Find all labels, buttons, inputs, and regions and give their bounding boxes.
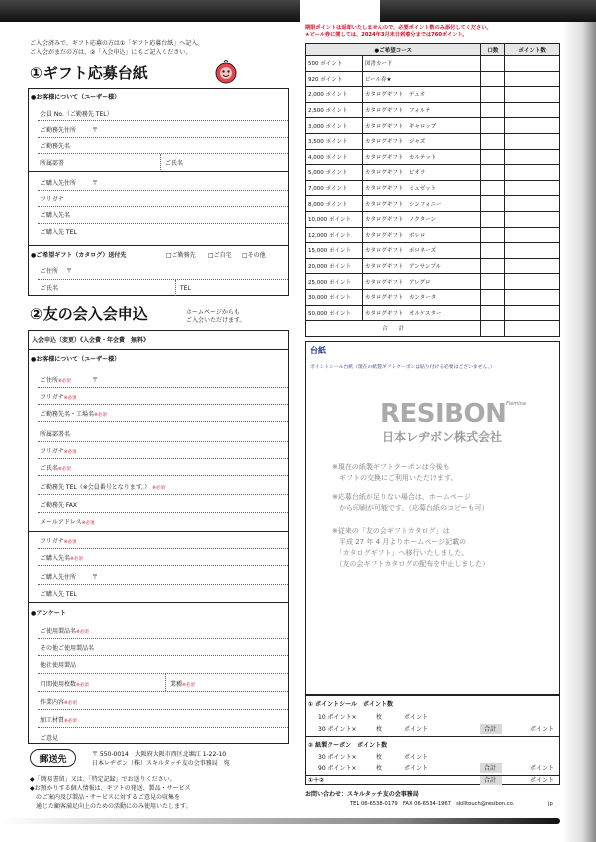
top-banner-left [0,0,300,22]
col-course: ●ご希望コース [306,44,481,56]
coupon-total-label: 合計 [484,765,497,772]
department-label-2[interactable]: 所属部署名 [40,431,71,438]
gift-course-table [305,43,560,337]
section2-note-2: ご入会いただけます。 [186,317,246,324]
side-gradient-bar [562,22,596,842]
survey-heading: ●アンケート [31,610,66,617]
table-row: 25,000 ポイント カタログギフト アレグロ [306,274,560,290]
postal-mark-3: 〒 [66,268,73,275]
table-row: 2,000 ポイント カタログギフト デュオ [306,87,560,103]
company-name: 日本レヂボン株式会社 [382,430,503,444]
ship-heading: ●ご希望ギフト（カタログ）送付先 [31,252,127,259]
work-content-label[interactable]: 作業内容※必須 [40,699,77,706]
mailing-note-4: 通じた顧客満足向上のための活動にのみ使用いたします。 [30,803,192,810]
mascot-icon [212,58,240,86]
resibon-logo: RESIBON [380,399,507,429]
postal-mark-4: 〒 [92,377,99,384]
table-row: 2,500 ポイント カタログギフト フォルテ [306,102,560,118]
section2-title: ②友の会入会申込 [30,305,148,323]
coupon-30-mai: 枚 [376,754,383,761]
col-points: ポイント数 [505,44,560,56]
notice-line-2: ★ビール券に関しては、2024年3月末日到着分までは760ポイント。 [305,32,468,38]
buyer-name-label-1[interactable]: ご購入先名 [40,212,71,219]
buyer-name-label-2[interactable]: ご購入先名※必須 [40,555,83,562]
products-label[interactable]: ご使用製品名※必須 [40,628,89,635]
coupon-90-mai: 枚 [376,765,383,772]
seal-30-mai: 枚 [376,726,383,733]
mount-msg-1b: ギフトの交換にご利用いただけます。 [332,474,458,482]
buyer-tel-label-2[interactable]: ご購入先 TEL [40,591,77,598]
seal-total-point[interactable]: ポイント [530,726,555,733]
department-label[interactable]: 所属部署 [40,160,65,167]
table-row: 30,000 ポイント カタログギフト カンタータ [306,289,560,305]
membership-sub-heading: 入会申込（変更）《入会費・年会費 無料》 [32,337,150,344]
section1-title: ①ギフト応募台紙 [30,64,148,82]
competitor-label[interactable]: 他社使用製品 [40,662,77,669]
seal-30-label: 30 ポイント× [318,726,357,733]
table-row: 8,000 ポイント カタログギフト シンフォニー [306,196,560,212]
mount-msg-3d: （友の会ギフトカタログの配布を中止しました） [332,560,490,568]
top-banner-right [380,0,596,22]
table-row: 4,000 ポイント カタログギフト カルテット [306,149,560,165]
mailing-note-1: ◆「簡易書留」又は、「特定記録」でお送りください。 [30,776,176,783]
buyer-address-label[interactable]: ご購入先住所 [40,180,77,187]
mailing-address-2: 日本レヂボン（株）スキルタッチ友の会事務局 宛 [92,760,230,767]
opinion-label[interactable]: ご意見 [40,735,59,742]
monthly-usage-label[interactable]: 月間使用枚数※必須 [40,681,89,688]
mount-msg-3a: ※従来の「友の会ギフトカタログ」は [332,527,450,535]
table-total-row [306,321,560,337]
section2-note-1: ホームページからも [186,309,240,316]
contact-label: お問い合わせ：スキルタッチ友の会事務局 [305,791,419,798]
intro-line-1: ご入会済みで、ギフト応募の方は①「ギフト応募台紙」へ記入。 [30,40,204,47]
ship-option-home[interactable]: □ご自宅 [208,252,232,259]
table-header-row [306,44,560,56]
email-label[interactable]: メールアドレス※必須 [40,519,95,526]
furigana-label-4[interactable]: フリガナ※必須 [40,538,77,545]
mount-title: 台紙 [310,346,326,355]
seal-10-label: 10 ポイント× [318,714,357,721]
mount-msg-1a: ※現在の紙製ギフトクーポンは今後も [332,463,450,471]
ship-option-work[interactable]: □ご勤務先 [166,252,196,259]
buyer-tel-label-1[interactable]: ご購入先 TEL [40,229,77,236]
sum-total-point[interactable]: ポイント [530,777,555,784]
col-count: 口数 [481,44,505,56]
table-row: 920 ポイント ビール券★ [306,71,560,87]
seal-heading: ① ポイントシール ポイント数 [308,701,394,708]
material-label[interactable]: 加工材質※必須 [40,717,77,724]
contact-line: TEL 06-6538-0179 FAX 06-6534-1967 skilltouch@resibon.co. [350,801,515,807]
table-row: 7,000 ポイント カタログギフト ミュゼット [306,180,560,196]
mailing-note-3: のご案内及び製品・サービスに対するご意見の収集を [30,794,181,801]
coupon-90-point: ポイント [404,765,429,772]
table-row: 5,000 ポイント カタログギフト ビオラ [306,165,560,181]
workplace-address-label[interactable]: ご勤務先住所 [40,127,77,134]
customer-heading-1: ●お客様について（ユーザー様） [31,94,121,101]
work-factory-label[interactable]: ご勤務先名・工場名※必須 [40,411,107,418]
furigana-label-3[interactable]: フリガナ※必須 [40,448,77,455]
address-label-2[interactable]: ご住所※必須 [40,377,71,384]
resibon-logo-sub: Flemina [506,401,526,407]
buyer-address-label-2[interactable]: ご購入先住所 [40,574,77,581]
table-row: 10,000 ポイント カタログギフト ノクターン [306,211,560,227]
furigana-label-2[interactable]: フリガナ※必須 [40,394,77,401]
coupon-90-label: 90 ポイント× [318,765,357,772]
ship-name-label[interactable]: ご氏名 [40,285,59,292]
mount-msg-3b: 平成 27 年 4 月よりホームページ記載の [332,538,467,546]
ship-option-other[interactable]: □その他 [242,252,266,259]
contact-jp: jp [548,801,553,807]
intro-line-2: ご入会がまだの方は、②「入会申込」にもご記入ください。 [30,49,192,56]
mailing-address-1: 〒 550-0014 大阪府大阪市西区北堀江 1-22-10 [92,751,227,758]
coupon-30-label: 30 ポイント× [318,754,357,761]
seal-30-point: ポイント [404,726,429,733]
name-label-2[interactable]: ご氏名※必須 [40,465,71,472]
ship-address-label[interactable]: ご住所 [40,268,59,275]
coupon-heading: ② 紙製クーポン ポイント数 [308,742,388,749]
table-row: 500 ポイント 図書カード [306,56,560,72]
member-no-label[interactable]: 会員 No.（ご勤務先 TEL） [40,111,113,118]
mailing-badge [30,749,76,767]
seal-mount-box [305,341,560,695]
seal-total-label: 合計 [484,726,497,733]
mailing-badge-text: 郵送先 [39,754,67,765]
other-products-label[interactable]: その他ご使用製品名 [40,645,95,652]
bottom-swoosh [0,818,560,824]
mount-note: ポイントシール台紙（現在の紙製ギフトクーポンは貼り付ける必要はございません。） [310,365,495,370]
postal-mark-1: 〒 [92,127,99,134]
table-row: 12,000 ポイント カタログギフト ボレロ [306,227,560,243]
postal-mark-5: 〒 [92,574,99,581]
work-fax-label[interactable]: ご勤務先 FAX [40,502,78,509]
ship-tel-label[interactable]: TEL [180,285,191,292]
postal-mark-2: 〒 [92,180,99,187]
industry-label[interactable]: 業種※必須 [170,681,195,688]
sum-heading: ①＋② [308,777,325,784]
mount-msg-2a: ※応募台紙が足りない場合は、ホームページ [332,493,471,501]
table-row: 20,000 ポイント カタログギフト アンサンブル [306,258,560,274]
mailing-note-2: ◆お預かりする個人情報は、ギフトの発送、製品・サービス [30,785,191,792]
table-row: 3,000 ポイント カタログギフト ギャロップ [306,118,560,134]
total-label: 合 計 [306,321,481,337]
customer-heading-2: ●お客様について（ユーザー様） [31,356,121,363]
coupon-total-point[interactable]: ポイント [530,765,555,772]
work-tel-label[interactable]: ご勤務先 TEL（※会員番号となります。） ※必須 [40,484,165,491]
seal-10-point: ポイント [404,714,429,721]
name-label-1[interactable]: ご氏名 [165,160,184,167]
table-row: 50,000 ポイント カタログギフト オルケスター [306,305,560,321]
coupon-30-point: ポイント [404,754,429,761]
mount-msg-3c: 「カタログギフト」へ移行いたしました。 [332,549,469,557]
workplace-name-label[interactable]: ご勤務先名 [40,143,71,150]
table-row: 15,000 ポイント カタログギフト ポロネーズ [306,243,560,259]
furigana-label-1[interactable]: フリガナ [40,196,64,203]
table-row: 3,500 ポイント カタログギフト ジャズ [306,133,560,149]
seal-10-mai: 枚 [376,714,383,721]
mount-msg-2b: から印刷が可能です。（応募台紙のコピーも可） [332,504,489,512]
sum-total-label: 合計 [484,777,497,784]
notice-line-1: 期限ポイントは返却いたしませんので、必要ポイント数のみ添付してください。 [305,25,492,31]
